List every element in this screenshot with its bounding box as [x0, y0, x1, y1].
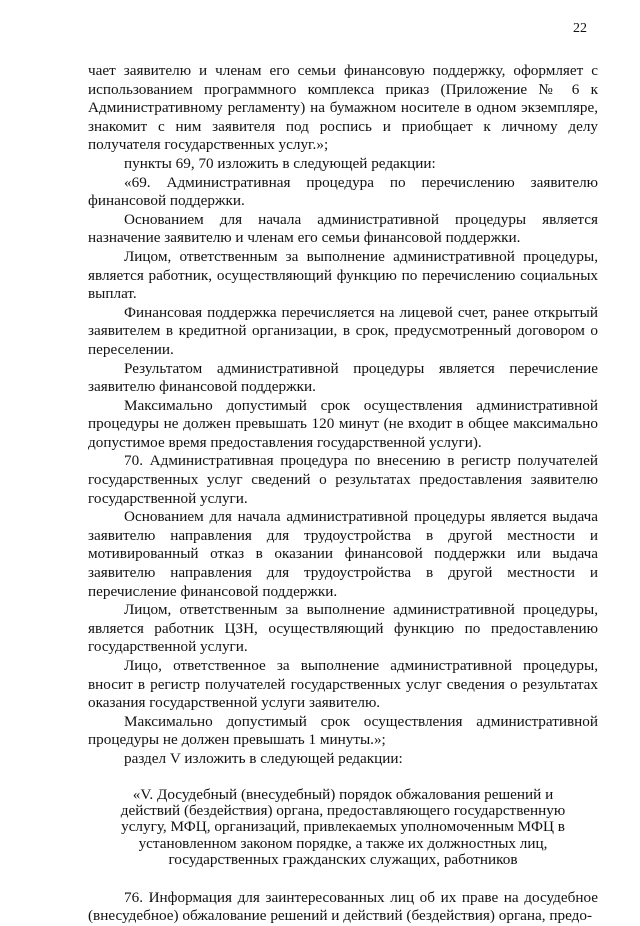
paragraph-70-basis: Основанием для начала административной процедуры является выдача заявителю направления для трудоустройства в другой местности и мотивированный отказ в оказании финансовой поддержки или выдача заявителю направления для трудоустройства в другой местности и перечисление финансовой поддержки. [88, 508, 598, 600]
paragraph-70-deadline: Максимально допустимый срок осуществления административной процедуры не должен превышать 1 минуты.»; [88, 712, 598, 749]
paragraph-continuation: чает заявителю и членам его семьи финансовую поддержку, оформляет с использованием программного комплекса приказ (Приложение № 6 к Административному регламенту) на бумажном носителе в одном экземпляре, знакомит с ним заявителя под роспись и приобщает к личному делу получателя государственных услуг.»; [88, 62, 598, 154]
paragraph-70-action: Лицо, ответственное за выполнение административной процедуры, вносит в регистр получателей государственных услуг сведения о результатах оказания государственной услуги заявителю. [88, 657, 598, 712]
page-number: 22 [573, 21, 587, 36]
paragraph-70-responsible: Лицом, ответственным за выполнение административной процедуры, является работник ЦЗН, осуществляющий функцию по предоставлению государственной услуги. [88, 601, 598, 656]
paragraph-70-title: 70. Административная процедура по внесению в регистр получателей государственных услуг сведений о результатах предоставления заявителю государственной услуги. [88, 452, 598, 507]
paragraph-69-responsible: Лицом, ответственным за выполнение административной процедуры, является работник, осуществляющий функцию по перечислению социальных выплат. [88, 247, 598, 303]
paragraph-69-result: Результатом административной процедуры является перечисление заявителю финансовой поддержки. [88, 359, 598, 396]
paragraph-69-deadline: Максимально допустимый срок осуществления административной процедуры не должен превышать 120 минут (не входит в общее максимально допустимое время предоставления государственной услуги). [88, 396, 598, 451]
paragraph-section-intro: раздел V изложить в следующей редакции: [124, 749, 403, 767]
paragraph-69-transfer: Финансовая поддержка перечисляется на лицевой счет, ранее открытый заявителем в кредитной организации, в срок, предусмотренный договором о переселении. [88, 303, 598, 358]
paragraph-69-title: «69. Административная процедура по перечислению заявителю финансовой поддержки. [88, 173, 598, 210]
section-v-heading: «V. Досудебный (внесудебный) порядок обжалования решений и действий (бездействия) органа, предоставляющего государственную услугу, МФЦ, организаций, привлекаемых уполномоченным МФЦ в установленном законом порядке, а также их должностных лиц, государственных гражданских служащих, работников [120, 785, 566, 869]
paragraph-69-basis: Основанием для начала административной процедуры является назначение заявителю и членам его семьи финансовой поддержки. [88, 210, 598, 247]
paragraph-amendment-intro: пункты 69, 70 изложить в следующей редакции: [124, 154, 436, 172]
paragraph-76: 76. Информация для заинтересованных лиц об их праве на досудебное (внесудебное) обжалование решений и действий (бездействия) органа, предо- [88, 888, 598, 925]
document-body [88, 62, 598, 926]
